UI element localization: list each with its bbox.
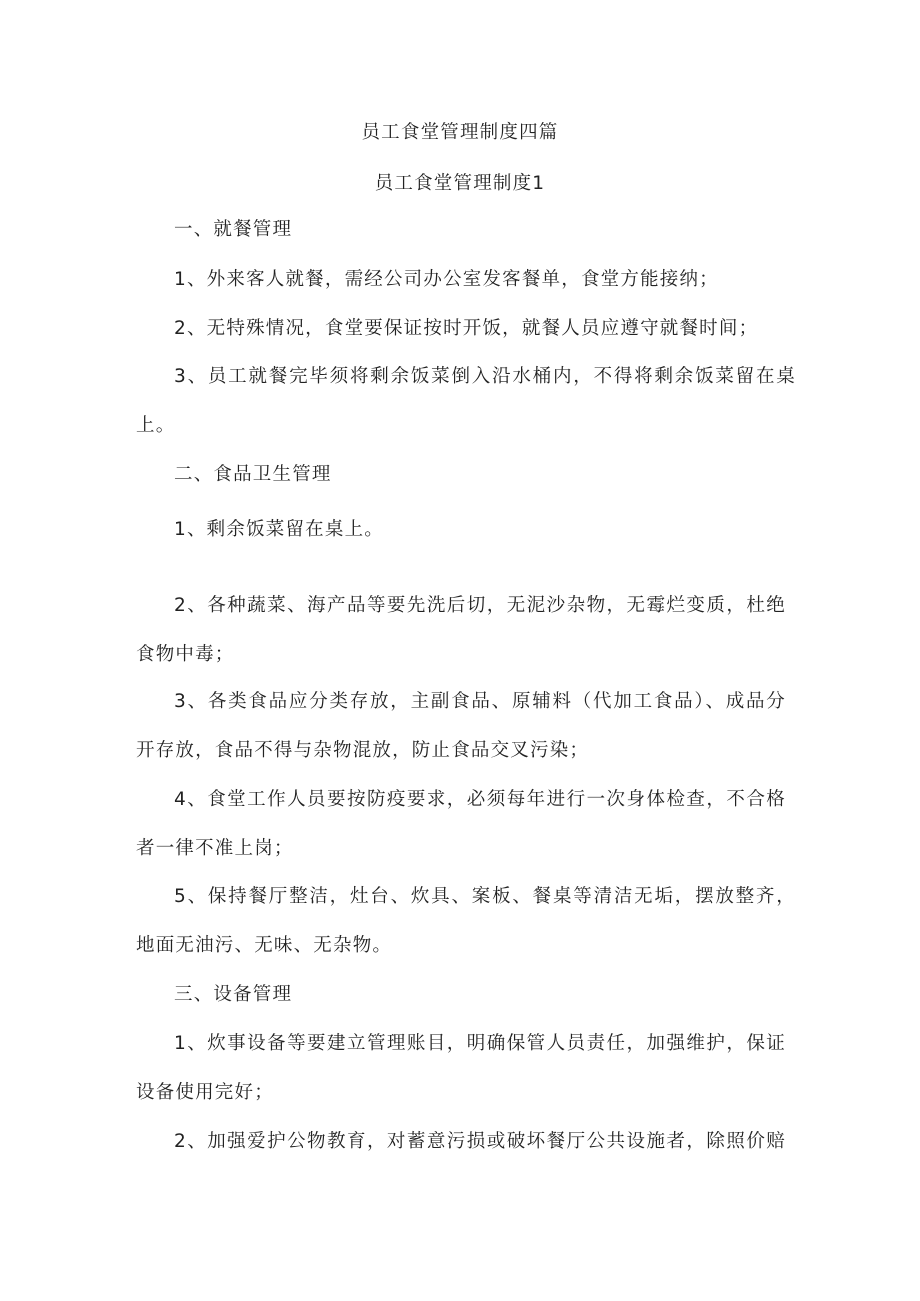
paragraph-line: 5、保持餐厅整洁，灶台、炊具、案板、餐桌等清洁无垢，摆放整齐， (174, 886, 796, 907)
paragraph-line: 2、各种蔬菜、海产品等要先洗后切，无泥沙杂物，无霉烂变质，杜绝 (174, 595, 786, 616)
paragraph-line: 3、各类食品应分类存放，主副食品、原辅料（代加工食品）、成品分 (174, 691, 786, 712)
paragraph-line: 食物中毒； (136, 644, 235, 665)
paragraph-line: 2、无特殊情况，食堂要保证按时开饭，就餐人员应遵守就餐时间； (174, 318, 759, 339)
paragraph-line: 开存放，食品不得与杂物混放，防止食品交叉污染； (136, 740, 590, 761)
paragraph-line: 1、剩余饭菜留在桌上。 (174, 519, 384, 540)
paragraph-line: 上。 (136, 415, 176, 436)
section-heading-equipment: 三、设备管理 (174, 984, 293, 1005)
section-heading-food-hygiene: 二、食品卫生管理 (174, 464, 332, 485)
document-subtitle: 员工食堂管理制度1 (374, 173, 546, 194)
paragraph-line: 地面无油污、无味、无杂物。 (136, 935, 393, 956)
paragraph-line: 者一律不准上岗； (136, 838, 294, 859)
paragraph-line: 1、炊事设备等要建立管理账目，明确保管人员责任，加强维护，保证 (174, 1033, 786, 1054)
section-heading-dining: 一、就餐管理 (174, 219, 293, 240)
paragraph-line: 2、加强爱护公物教育，对蓄意污损或破坏餐厅公共设施者，除照价赔 (174, 1131, 786, 1152)
paragraph-line: 1、外来客人就餐，需经公司办公室发客餐单，食堂方能接纳； (174, 269, 719, 290)
paragraph-line: 4、食堂工作人员要按防疫要求，必须每年进行一次身体检查，不合格 (174, 789, 786, 810)
document-title: 员工食堂管理制度四篇 (361, 122, 559, 143)
paragraph-line: 3、员工就餐完毕须将剩余饭菜倒入沿水桶内，不得将剩余饭菜留在桌 (174, 366, 796, 387)
paragraph-line: 设备使用完好； (136, 1082, 274, 1103)
